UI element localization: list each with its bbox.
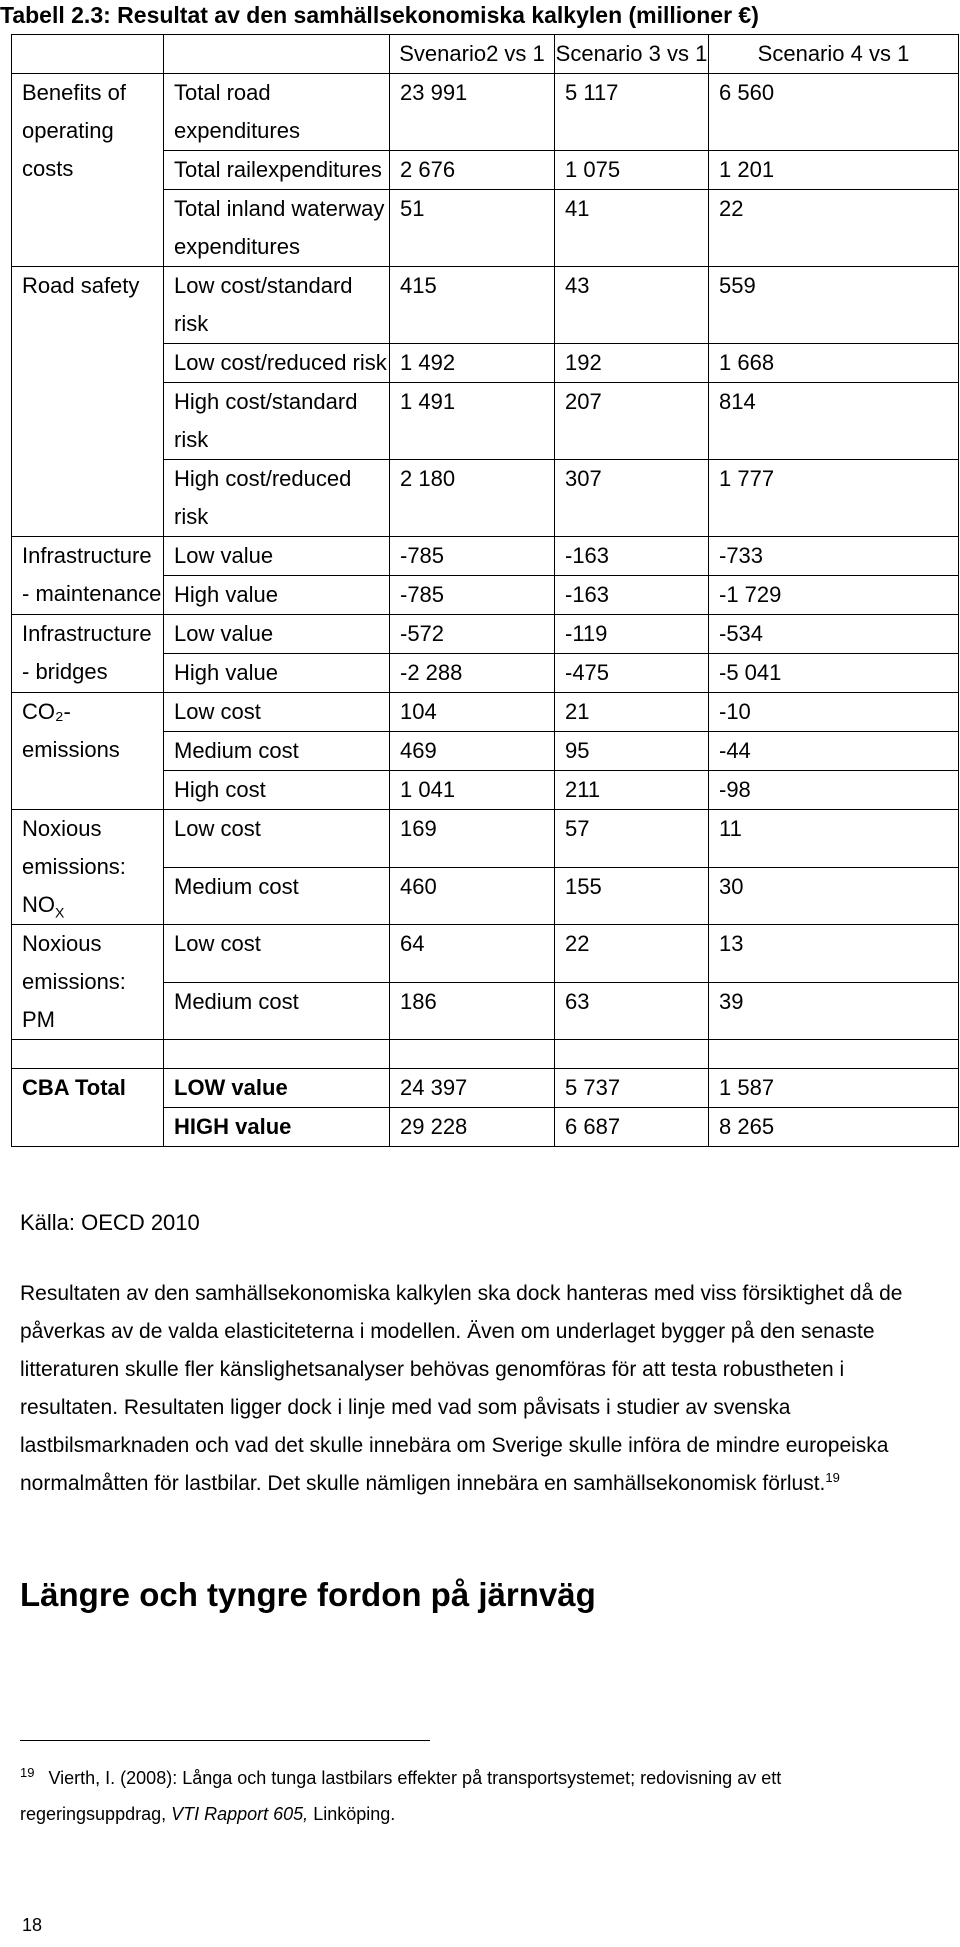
cell-value: 2 180 <box>390 460 555 537</box>
row-item: Low cost <box>164 925 390 983</box>
row-category: Noxious emissions: $NO_X$ <box>12 810 164 925</box>
row-item: Total railexpenditures <box>164 151 390 190</box>
cell-value: 1 491 <box>390 383 555 460</box>
spacer-cell <box>555 1040 709 1069</box>
cell-value: 22 <box>555 925 709 983</box>
cell-value: 64 <box>390 925 555 983</box>
cell-value: 1 668 <box>709 344 959 383</box>
cell-value: 5 117 <box>555 74 709 151</box>
total-value: 6 687 <box>555 1108 709 1147</box>
total-value: 5 737 <box>555 1069 709 1108</box>
table-row <box>12 537 959 576</box>
header-blank <box>12 35 164 74</box>
cell-value: 1 075 <box>555 151 709 190</box>
page-number: 18 <box>22 1915 43 1935</box>
total-item: LOW value <box>164 1069 390 1108</box>
row-item: Total inland waterway expenditures <box>164 190 390 267</box>
row-category: Infrastructure - maintenance <box>12 537 164 615</box>
cell-value: 2 676 <box>390 151 555 190</box>
cell-value: 814 <box>709 383 959 460</box>
cell-value: 1 041 <box>390 771 555 810</box>
cell-value: 307 <box>555 460 709 537</box>
cell-value: -163 <box>555 576 709 615</box>
header-blank <box>164 35 390 74</box>
table-row <box>12 925 959 983</box>
table-row <box>12 74 959 151</box>
cell-value: 13 <box>709 925 959 983</box>
cell-value: 95 <box>555 732 709 771</box>
cell-value: -733 <box>709 537 959 576</box>
row-item: Low value <box>164 537 390 576</box>
cell-value: 51 <box>390 190 555 267</box>
table-row <box>12 693 959 732</box>
cell-value: 41 <box>555 190 709 267</box>
cell-value: 559 <box>709 267 959 344</box>
cell-value: 1 492 <box>390 344 555 383</box>
total-item: HIGH value <box>164 1108 390 1147</box>
cell-value: 43 <box>555 267 709 344</box>
row-item: High cost/reduced risk <box>164 460 390 537</box>
cell-value: 11 <box>709 810 959 868</box>
row-item: Low cost <box>164 693 390 732</box>
table-caption: Tabell 2.3: Resultat av den samhällsekonomiska kalkylen (millioner €) <box>0 2 759 28</box>
footnote-ref: 19 <box>825 1470 840 1485</box>
cell-value: 155 <box>555 867 709 925</box>
spacer-cell <box>164 1040 390 1069</box>
cell-value: -572 <box>390 615 555 654</box>
footnote: $^{19}$ Vierth, I. (2008): Långa och tunga lastbilars effekter på transportsystemet; redovisning av ett regeringsuppdrag, VTI Rapport 605, Linköping. <box>20 1765 782 1824</box>
cell-value: -163 <box>555 537 709 576</box>
total-value: 24 397 <box>390 1069 555 1108</box>
total-label: CBA Total <box>12 1069 164 1147</box>
total-value: 8 265 <box>709 1108 959 1147</box>
total-row <box>12 1069 959 1108</box>
cell-value: 460 <box>390 867 555 925</box>
row-category: Benefits of operating costs <box>12 74 164 267</box>
cell-value: -785 <box>390 537 555 576</box>
body-paragraph: Resultaten av den samhällsekonomiska kalkylen ska dock hanteras med viss försiktighet då de påverkas av de valda elasticiteterna i modellen. Även om underlaget bygger på den senaste litteraturen skulle fler känslighetsanalyser behövas genomföras för att testa robustheten i resultaten. Resultaten ligger dock i linje med vad som påvisats i studier av svenska lastbilsmarknaden och vad det skulle innebära om Sverige skulle införa de mindre europeiska normalmåtten för lastbilar. Det skulle nämligen innebära en samhällsekonomisk förlust.$^{19}$ <box>20 1282 903 1495</box>
table-header-row <box>12 35 959 74</box>
row-item: High value <box>164 576 390 615</box>
subscript: X <box>55 904 65 921</box>
row-item: High cost <box>164 771 390 810</box>
total-value: 29 228 <box>390 1108 555 1147</box>
footnote-number: 19 <box>20 1765 35 1780</box>
cell-value: 39 <box>709 982 959 1040</box>
cell-value: 63 <box>555 982 709 1040</box>
cell-value: -785 <box>390 576 555 615</box>
cell-value: -10 <box>709 693 959 732</box>
cell-value: -475 <box>555 654 709 693</box>
cell-value: 469 <box>390 732 555 771</box>
row-item: Low cost <box>164 810 390 868</box>
cell-value: 6 560 <box>709 74 959 151</box>
column-header: Scenario 4 vs 1 <box>709 35 959 74</box>
row-category: Infrastructure - bridges <box>12 615 164 693</box>
row-item: Medium cost <box>164 732 390 771</box>
cell-value: -5 041 <box>709 654 959 693</box>
cell-value: -44 <box>709 732 959 771</box>
cell-value: 30 <box>709 867 959 925</box>
column-header: Scenario 3 vs 1 <box>555 35 709 74</box>
cell-value: 22 <box>709 190 959 267</box>
cell-value: 169 <box>390 810 555 868</box>
source-note: Källa: OECD 2010 <box>20 1210 200 1235</box>
row-category: Noxious emissions: PM <box>12 925 164 1040</box>
row-item: Medium cost <box>164 867 390 925</box>
cell-value: 23 991 <box>390 74 555 151</box>
row-item: Medium cost <box>164 982 390 1040</box>
cell-value: -1 729 <box>709 576 959 615</box>
spacer-row <box>12 1040 959 1069</box>
cell-value: -2 288 <box>390 654 555 693</box>
spacer-cell <box>12 1040 164 1069</box>
cell-value: 1 201 <box>709 151 959 190</box>
row-item: Total road expenditures <box>164 74 390 151</box>
column-header: Svenario2 vs 1 <box>390 35 555 74</box>
row-item: Low cost/standard risk <box>164 267 390 344</box>
spacer-cell <box>709 1040 959 1069</box>
results-table <box>11 34 959 1147</box>
cell-value: 192 <box>555 344 709 383</box>
cell-value: 211 <box>555 771 709 810</box>
section-heading: Längre och tyngre fordon på järnväg <box>20 1576 596 1613</box>
row-item: Low value <box>164 615 390 654</box>
row-category: Road safety <box>12 267 164 537</box>
row-item: Low cost/reduced risk <box>164 344 390 383</box>
row-category: CO₂-emissions <box>12 693 164 810</box>
table-row <box>12 267 959 344</box>
table-row <box>12 615 959 654</box>
row-item: High value <box>164 654 390 693</box>
cell-value: -119 <box>555 615 709 654</box>
spacer-cell <box>390 1040 555 1069</box>
cell-value: -98 <box>709 771 959 810</box>
cell-value: 415 <box>390 267 555 344</box>
cell-value: 57 <box>555 810 709 868</box>
cell-value: 1 777 <box>709 460 959 537</box>
cell-value: 104 <box>390 693 555 732</box>
cell-value: 186 <box>390 982 555 1040</box>
total-value: 1 587 <box>709 1069 959 1108</box>
cell-value: -534 <box>709 615 959 654</box>
row-item: High cost/standard risk <box>164 383 390 460</box>
cell-value: 21 <box>555 693 709 732</box>
cell-value: 207 <box>555 383 709 460</box>
table-row <box>12 810 959 868</box>
footnote-rule <box>20 1740 430 1741</box>
